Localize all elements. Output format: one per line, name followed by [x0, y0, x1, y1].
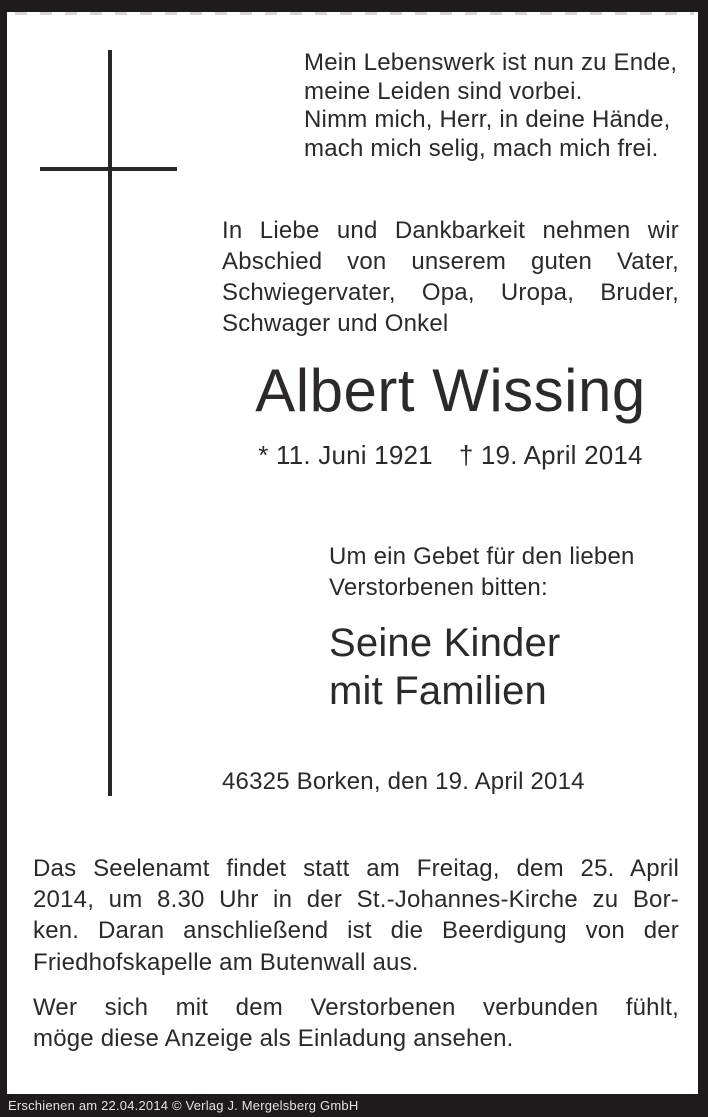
text-line: Wer sich mit dem Verstorbenen verbunden fühlt, [33, 994, 679, 1021]
text-line: Mein Lebenswerk ist nun zu Ende, [304, 49, 678, 76]
deceased-name: Albert Wissing [255, 357, 646, 424]
text-line: möge diese Anzeige als Einladung ansehen. [33, 1025, 514, 1053]
publisher-footer: Erschienen am 22.04.2014 © Verlag J. Mergelsberg GmbH [8, 1098, 359, 1113]
memorial-poem [304, 49, 677, 163]
text-line: Das Seelenamt findet statt am Freitag, dem 25. April [33, 855, 679, 882]
text-line: ken. Daran anschließend ist die Beerdigung von der [33, 917, 679, 945]
farewell-paragraph [222, 215, 679, 339]
text-line: mach mich selig, mach mich frei. [304, 134, 659, 162]
invitation-paragraph [33, 992, 679, 1054]
text-line: Um ein Gebet für den lieben [329, 543, 635, 570]
text-line: In Liebe und Dankbarkeit nehmen wir [222, 217, 679, 244]
deceased-name-box [222, 358, 679, 424]
obituary-page [7, 12, 698, 1094]
text-line: Verstorbenen bitten: [329, 574, 548, 601]
text-line: Schwager und Onkel [222, 310, 449, 337]
text-line: mit Familien [329, 669, 547, 713]
place-date-line: 46325 Borken, den 19. April 2014 [222, 768, 585, 795]
life-dates [222, 440, 679, 470]
death-date: † 19. April 2014 [458, 440, 643, 470]
text-line: meine Leiden sind vorbei. [304, 77, 583, 105]
latin-cross-icon-bar [40, 167, 177, 171]
birth-date: * 11. Juni 1921 [258, 440, 433, 470]
text-line: Friedhofskapelle am Butenwall aus. [33, 948, 419, 976]
funeral-service-paragraph [33, 853, 679, 978]
latin-cross-icon [108, 50, 112, 796]
text-line: 2014, um 8.30 Uhr in der St.-Johannes-Kirche zu Bor- [33, 886, 679, 914]
mourners [329, 619, 560, 715]
text-line: Nimm mich, Herr, in deine Hände, [304, 106, 671, 133]
text-line: Abschied von unserem guten Vater, [222, 248, 679, 275]
text-line: Seine Kinder [329, 621, 561, 665]
prayer-request [329, 541, 635, 603]
text-line: Schwiegervater, Opa, Uropa, Bruder, [222, 279, 679, 306]
perforation-marks [15, 12, 694, 15]
